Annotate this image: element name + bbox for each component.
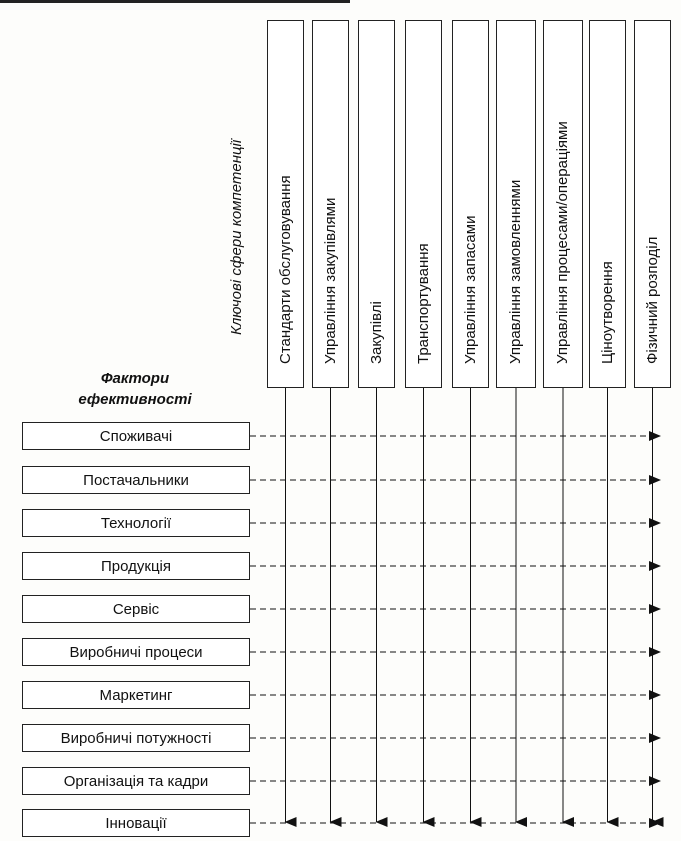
- factor-label: Виробничі процеси: [69, 643, 203, 661]
- competency-label: Фізичний розподіл: [643, 236, 661, 364]
- factor-box: [22, 466, 250, 494]
- competency-box: [496, 20, 536, 388]
- factor-box: [22, 638, 250, 666]
- factor-label: Технології: [100, 514, 172, 532]
- factor-label: Продукція: [101, 557, 171, 575]
- competency-label: Стандарти обслуговування: [276, 175, 294, 364]
- factor-box: [22, 422, 250, 450]
- competency-box: [405, 20, 442, 388]
- competency-box: [543, 20, 583, 388]
- competency-box: [358, 20, 395, 388]
- factor-label: Інновації: [105, 814, 167, 832]
- competency-label: Ціноутворення: [598, 261, 616, 364]
- factor-label: Постачальники: [83, 471, 189, 489]
- factor-box: [22, 681, 250, 709]
- competencies-axis-title: Ключові сфери компетенції: [228, 139, 245, 335]
- factor-box: [22, 809, 250, 837]
- competency-label: Закупівлі: [367, 301, 385, 364]
- competency-label: Управління замовленнями: [507, 179, 524, 364]
- factor-box: [22, 509, 250, 537]
- factor-box: [22, 552, 250, 580]
- factors-title-line2: ефективності: [78, 391, 192, 408]
- competency-box: [589, 20, 626, 388]
- competency-box: [267, 20, 304, 388]
- factor-label: Сервіс: [112, 600, 160, 618]
- competency-label: Транспортування: [414, 243, 432, 364]
- factor-box: [22, 724, 250, 752]
- competency-label: Управління запасами: [461, 215, 479, 364]
- competency-box: [452, 20, 489, 388]
- factor-label: Споживачі: [99, 427, 173, 445]
- factors-title-line1: Фактори: [100, 370, 170, 387]
- factor-label: Організація та кадри: [63, 772, 209, 790]
- competency-label: Управління процесами/операціями: [554, 121, 571, 364]
- factor-box: [22, 595, 250, 623]
- competency-box: [312, 20, 349, 388]
- competency-box: [634, 20, 671, 388]
- factor-label: Маркетинг: [99, 686, 173, 704]
- factor-box: [22, 767, 250, 795]
- competency-label: Управління закупівлями: [321, 197, 339, 364]
- factor-label: Виробничі потужності: [60, 729, 212, 747]
